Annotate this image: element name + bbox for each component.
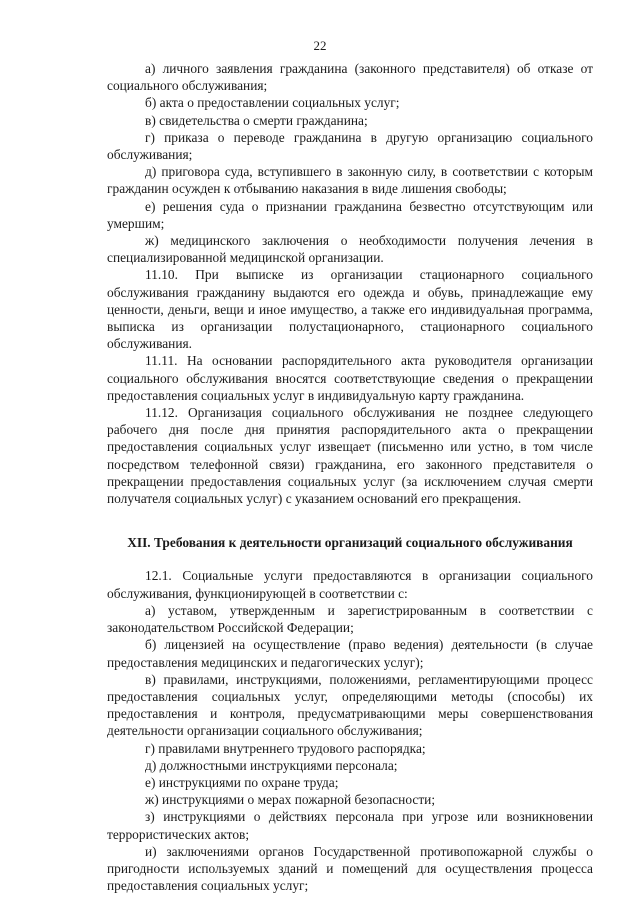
paragraph-item-a: а) личного заявления гражданина (законного представителя) об отказе от социального обслуживания; <box>107 61 593 94</box>
page-content <box>107 60 593 894</box>
paragraph-list-b: б) лицензией на осуществление (право ведения) деятельности (в случае предоставления медицинских и педагогических услуг); <box>107 637 593 670</box>
page-number: 22 <box>313 38 327 53</box>
paragraph-list-g: г) правилами внутреннего трудового распорядка; <box>145 740 426 756</box>
section-heading: XII. Требования к деятельности организаций социального обслуживания <box>127 535 573 551</box>
paragraph-11-10: 11.10. При выписке из организации стационарного социального обслуживания гражданину выдаются его одежда и обувь, принадлежащие ему ценности, деньги, вещи и иное имущество, а также его индивидуальная программа, выписка из организации полустационарного, стационарного социального обслуживания. <box>107 267 593 352</box>
paragraph-list-a: а) уставом, утвержденным и зарегистрированным в соответствии с законодательством Российской Федерации; <box>107 602 593 636</box>
paragraph-item-zh: ж) медицинского заключения о необходимости получения лечения в специализированной медицинской организации. <box>107 233 593 266</box>
paragraph-list-zh: ж) инструкциями о мерах пожарной безопасности; <box>145 792 436 808</box>
paragraph-12-1: 12.1. Социальные услуги предоставляются в организации социального обслуживания, функционирующей в соответствии с: <box>107 568 593 601</box>
paragraph-item-e: е) решения суда о признании гражданина безвестно отсутствующим или умершим; <box>107 198 593 231</box>
paragraph-item-b: б) акта о предоставлении социальных услуг; <box>145 95 400 111</box>
paragraph-11-12: 11.12. Организация социального обслуживания не позднее следующего рабочего дня после дня принятия распорядительного акта о прекращении предоставления социальных услуг извещает (письменно или устно, в том числе посредством телефонной связи) гражданина, его законного представителя о прекращении предоставления социальных услуг (за исключением случая смерти получателя социальных услуг) с указанием оснований его прекращения. <box>107 405 593 507</box>
paragraph-list-v: в) правилами, инструкциями, положениями, регламентирующими процесс предоставления социальных услуг, определяющими методы (способы) их предоставления и контроля, предусматривающими меры совершенствования деятельности организации социального обслуживания; <box>107 671 593 739</box>
paragraph-list-d: д) должностными инструкциями персонала; <box>145 757 398 773</box>
paragraph-item-g: г) приказа о переводе гражданина в другую организацию социального обслуживания; <box>107 129 593 163</box>
paragraph-list-e: е) инструкциями по охране труда; <box>145 774 339 790</box>
paragraph-item-v: в) свидетельства о смерти гражданина; <box>145 112 368 128</box>
paragraph-11-11: 11.11. На основании распорядительного акта руководителя организации социального обслуживания вносятся соответствующие сведения о прекращении предоставления социальных услуг в индивидуальную карту гражданина. <box>107 353 593 403</box>
paragraph-list-z: з) инструкциями о действиях персонала при угрозе или возникновении террористических актов; <box>107 809 593 842</box>
paragraph-item-d: д) приговора суда, вступившего в законную силу, в соответствии с которым гражданин осужден к отбыванию наказания в виде лишения свободы; <box>107 164 593 197</box>
paragraph-list-i: и) заключениями органов Государственной противопожарной службы о пригодности используемых зданий и помещений для осуществления процесса предоставления социальных услуг; <box>107 843 593 894</box>
